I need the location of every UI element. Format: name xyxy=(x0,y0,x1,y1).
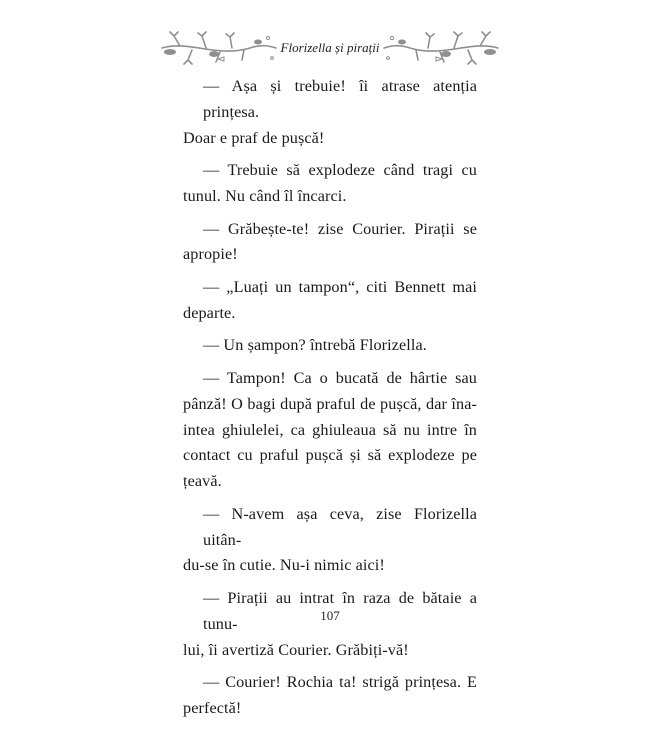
text-line: — Grăbește-te! zise Courier. Pirații se xyxy=(203,219,477,238)
text-line: — Trebuie să explodeze când tragi cu xyxy=(203,161,477,180)
text-line: apropie! xyxy=(183,245,238,264)
paragraph xyxy=(183,670,477,722)
page-header xyxy=(158,30,502,66)
text-line: du-se în cutie. Nu-i nimic aici! xyxy=(183,556,385,575)
paragraph xyxy=(183,74,477,151)
text-line: — N-avem așa ceva, zise Florizella uitân- xyxy=(203,504,477,549)
text-line: Doar e praf de pușcă! xyxy=(183,128,325,147)
text-line: — Așa și trebuie! îi atrase atenția prințesa. xyxy=(203,77,477,121)
running-title: Florizella și pirații xyxy=(280,40,380,55)
paragraph xyxy=(183,275,477,327)
text-line: — Tampon! Ca o bucată de hârtie sau xyxy=(203,368,477,387)
text-line: tunul. Nu când îl încarci. xyxy=(183,186,347,205)
text-line: contact cu praful pușcă și să explodeze pe xyxy=(183,446,477,465)
paragraph xyxy=(183,502,477,579)
text-line: perfectă! xyxy=(183,698,242,717)
paragraph xyxy=(183,217,477,269)
paragraph xyxy=(183,158,477,210)
text-line: — „Luați un tampon“, citi Bennett mai xyxy=(203,277,477,296)
page-body xyxy=(183,74,477,729)
text-line: lui, îi avertiză Courier. Grăbiți-vă! xyxy=(183,640,409,659)
text-line: — Courier! Rochia ta! strigă prințesa. E xyxy=(203,673,477,692)
text-line: — Pirații au intrat în raza de bătaie a tunu- xyxy=(203,588,477,633)
text-line: — Un șampon? întrebă Florizella. xyxy=(203,336,427,355)
paragraph xyxy=(183,586,477,663)
page-number: 107 xyxy=(320,608,340,623)
text-line: pânză! O bagi după praful de pușcă, dar îna- xyxy=(183,394,477,413)
text-line: intea ghiulelei, ca ghiuleaua să nu intre în xyxy=(183,420,477,439)
text-line: țeavă. xyxy=(183,472,222,491)
paragraph xyxy=(183,333,477,359)
paragraph xyxy=(183,366,477,495)
text-line: departe. xyxy=(183,303,236,322)
